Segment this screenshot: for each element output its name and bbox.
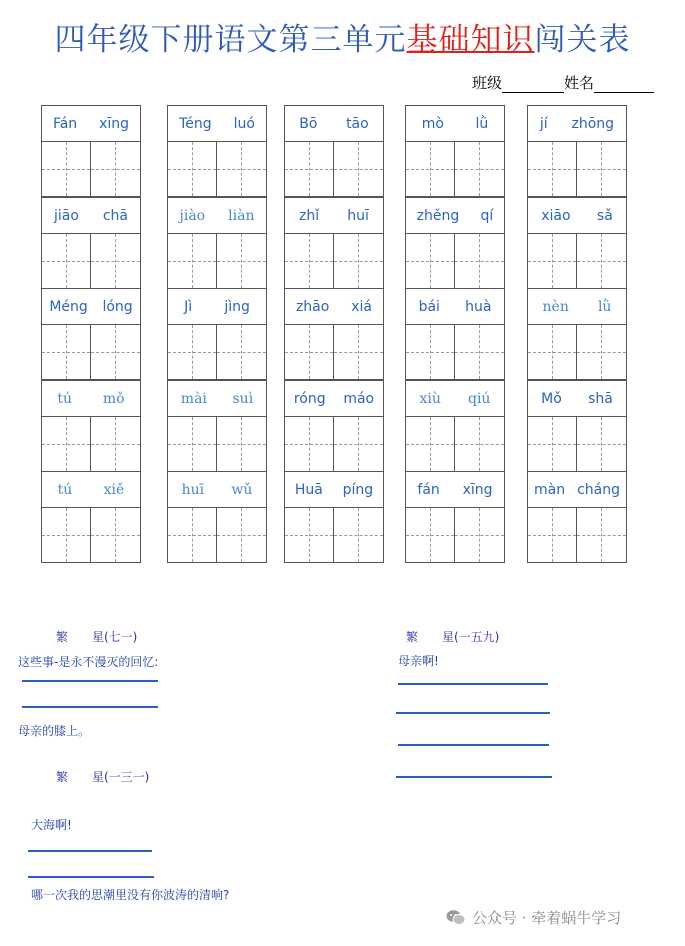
writing-box[interactable] [455, 141, 505, 197]
pinyin-syllable: chā [102, 207, 129, 224]
word-cell [527, 380, 627, 472]
writing-box[interactable] [167, 324, 217, 380]
writing-box[interactable] [455, 416, 505, 472]
pinyin-syllable: huī [347, 207, 369, 224]
title-suffix: 闯关表 [534, 22, 631, 58]
word-cell [41, 288, 141, 380]
word-cell [405, 471, 505, 563]
pinyin-syllable: tú [57, 390, 73, 407]
writing-box[interactable] [455, 507, 505, 563]
wechat-icon [446, 909, 466, 926]
poem-71-line-end: 母亲的膝上。 [18, 724, 91, 738]
pinyin-syllable: nèn [542, 298, 569, 315]
writing-box[interactable] [577, 507, 627, 563]
writing-box[interactable] [91, 324, 141, 380]
page-title [0, 14, 685, 59]
writing-box[interactable] [217, 507, 267, 563]
writing-box[interactable] [577, 324, 627, 380]
writing-box[interactable] [577, 233, 627, 289]
pinyin-syllable: zhāo [295, 298, 330, 315]
writing-box[interactable] [405, 507, 455, 563]
writing-box[interactable] [284, 507, 334, 563]
writing-box[interactable] [217, 141, 267, 197]
pinyin-label [405, 197, 505, 233]
poem-131-line-end: 哪一次我的思潮里没有你波涛的清响? [31, 888, 230, 902]
pinyin-syllable: Huā [294, 481, 323, 498]
pinyin-syllable: jiào [179, 207, 206, 224]
pinyin-syllable: xiù [419, 390, 441, 407]
word-cell [284, 288, 384, 380]
pinyin-syllable: huī [181, 481, 205, 498]
writing-box[interactable] [527, 416, 577, 472]
pinyin-label [167, 380, 267, 416]
pinyin-syllable: wǔ [231, 481, 253, 498]
word-cell [405, 380, 505, 472]
title-highlight: 基础知识 [406, 22, 535, 58]
writing-box[interactable] [284, 141, 334, 197]
pinyin-syllable: xiě [103, 481, 125, 498]
pinyin-syllable: mǒ [102, 390, 125, 407]
pinyin-syllable: xiá [351, 298, 373, 315]
pinyin-syllable: qiú [467, 390, 491, 407]
writing-box[interactable] [527, 324, 577, 380]
watermark [446, 907, 621, 928]
answer-line[interactable] [398, 744, 549, 746]
word-cell [41, 197, 141, 289]
word-cell [41, 105, 141, 197]
writing-box[interactable] [334, 233, 384, 289]
writing-box[interactable] [91, 416, 141, 472]
pinyin-syllable: suì [232, 390, 254, 407]
writing-box[interactable] [577, 416, 627, 472]
writing-box[interactable] [217, 233, 267, 289]
answer-line[interactable] [22, 706, 158, 708]
poem-title-71: 繁 星(七一) [56, 630, 138, 644]
writing-box[interactable] [334, 416, 384, 472]
answer-line[interactable] [396, 712, 550, 714]
writing-box[interactable] [41, 233, 91, 289]
pinyin-syllable: lǜ [597, 298, 612, 315]
class-blank[interactable] [502, 78, 564, 93]
pinyin-syllable: fán [417, 481, 440, 498]
pinyin-syllable: xīng [462, 481, 493, 498]
poem-131-line-1: 大海啊! [31, 818, 72, 832]
writing-box[interactable] [167, 233, 217, 289]
pinyin-syllable: Téng [179, 115, 212, 132]
word-cell [284, 380, 384, 472]
writing-box[interactable] [527, 141, 577, 197]
pinyin-syllable: zhōng [571, 115, 615, 132]
writing-box[interactable] [334, 324, 384, 380]
word-cell [167, 380, 267, 472]
title-main: 四年级下册语文第三单元 [54, 22, 407, 58]
class-label: 班级 [472, 74, 503, 92]
pinyin-syllable: shā [588, 390, 613, 407]
writing-box[interactable] [455, 324, 505, 380]
writing-box[interactable] [167, 507, 217, 563]
writing-box[interactable] [41, 416, 91, 472]
writing-box[interactable] [284, 416, 334, 472]
word-cell [527, 105, 627, 197]
writing-box[interactable] [167, 416, 217, 472]
writing-box[interactable] [334, 507, 384, 563]
pinyin-label [405, 471, 505, 507]
writing-box[interactable] [405, 233, 455, 289]
pinyin-syllable: róng [293, 390, 326, 407]
pinyin-label [527, 288, 627, 324]
writing-box[interactable] [41, 141, 91, 197]
pinyin-syllable: jí [539, 115, 548, 132]
word-cell [167, 471, 267, 563]
word-cell [527, 197, 627, 289]
writing-box[interactable] [284, 233, 334, 289]
pinyin-syllable: Méng [49, 298, 88, 315]
word-cell [527, 288, 627, 380]
watermark-text: 公众号 · 牵着蜗牛学习 [472, 909, 622, 927]
pinyin-syllable: xiāo [541, 207, 571, 224]
pinyin-syllable: jìng [224, 298, 250, 315]
class-name-row [472, 72, 654, 93]
writing-box[interactable] [455, 233, 505, 289]
name-label: 姓名 [564, 74, 595, 92]
word-cell [284, 471, 384, 563]
pinyin-syllable: lǜ [475, 115, 489, 132]
answer-line[interactable] [396, 776, 552, 778]
word-cell [41, 471, 141, 563]
pinyin-syllable: tú [57, 481, 73, 498]
pinyin-label [41, 471, 141, 507]
writing-box[interactable] [405, 324, 455, 380]
pinyin-syllable: píng [342, 481, 374, 498]
writing-box[interactable] [334, 141, 384, 197]
pinyin-syllable: cháng [577, 481, 620, 498]
pinyin-syllable: Bō [299, 115, 318, 132]
answer-line[interactable] [28, 850, 152, 852]
writing-box[interactable] [577, 141, 627, 197]
pinyin-label [284, 380, 384, 416]
pinyin-syllable: tāo [346, 115, 369, 132]
pinyin-syllable: Jì [184, 298, 193, 315]
pinyin-label [167, 471, 267, 507]
writing-box[interactable] [527, 507, 577, 563]
pinyin-syllable: sǎ [596, 207, 613, 224]
pinyin-syllable: mài [180, 390, 207, 407]
pinyin-syllable: Mǒ [541, 390, 562, 407]
poem-title-159: 繁 星(一五九) [406, 630, 500, 644]
pinyin-label [167, 105, 267, 141]
answer-line[interactable] [22, 680, 158, 682]
word-cell [167, 105, 267, 197]
answer-line[interactable] [398, 683, 548, 685]
pinyin-label [405, 380, 505, 416]
pinyin-syllable: luó [233, 115, 255, 132]
word-cell [527, 471, 627, 563]
word-cell [405, 197, 505, 289]
pinyin-label [284, 105, 384, 141]
pinyin-label [167, 197, 267, 233]
word-cell [405, 288, 505, 380]
word-cell [41, 380, 141, 472]
pinyin-syllable: zhǐ [299, 207, 320, 224]
pinyin-syllable: huà [465, 298, 492, 315]
writing-box[interactable] [405, 416, 455, 472]
word-cell [284, 197, 384, 289]
pinyin-label [405, 105, 505, 141]
pinyin-label [527, 471, 627, 507]
pinyin-label [284, 288, 384, 324]
pinyin-label [41, 197, 141, 233]
pinyin-syllable: jiāo [53, 207, 79, 224]
writing-box[interactable] [167, 141, 217, 197]
pinyin-syllable: xīng [99, 115, 130, 132]
pinyin-syllable: màn [533, 481, 566, 498]
pinyin-syllable: máo [343, 390, 375, 407]
poem-159-line-1: 母亲啊! [398, 654, 439, 668]
pinyin-label [41, 288, 141, 324]
pinyin-label [405, 288, 505, 324]
word-cell [167, 288, 267, 380]
poem-title-131: 繁 星(一三一) [56, 770, 150, 784]
name-blank[interactable] [594, 78, 654, 93]
word-cell [405, 105, 505, 197]
writing-box[interactable] [527, 233, 577, 289]
writing-box[interactable] [41, 324, 91, 380]
pinyin-label [527, 197, 627, 233]
pinyin-syllable: Fán [52, 115, 78, 132]
pinyin-label [41, 380, 141, 416]
writing-box[interactable] [405, 141, 455, 197]
writing-box[interactable] [217, 324, 267, 380]
writing-box[interactable] [217, 416, 267, 472]
pinyin-label [527, 105, 627, 141]
pinyin-label [527, 380, 627, 416]
pinyin-syllable: bái [418, 298, 440, 315]
pinyin-syllable: lóng [102, 298, 133, 315]
writing-box[interactable] [91, 233, 141, 289]
word-cell [284, 105, 384, 197]
pinyin-label [41, 105, 141, 141]
pinyin-syllable: liàn [228, 207, 255, 224]
poem-71-line-1: 这些事-是永不漫灭的回忆: [18, 655, 159, 669]
writing-box[interactable] [91, 507, 141, 563]
pinyin-syllable: mò [421, 115, 444, 132]
writing-box[interactable] [41, 507, 91, 563]
pinyin-syllable: qí [480, 207, 494, 224]
pinyin-syllable: zhěng [416, 207, 460, 224]
word-cell [167, 197, 267, 289]
pinyin-label [167, 288, 267, 324]
pinyin-label [284, 471, 384, 507]
answer-line[interactable] [28, 876, 154, 878]
writing-box[interactable] [91, 141, 141, 197]
pinyin-label [284, 197, 384, 233]
writing-box[interactable] [284, 324, 334, 380]
